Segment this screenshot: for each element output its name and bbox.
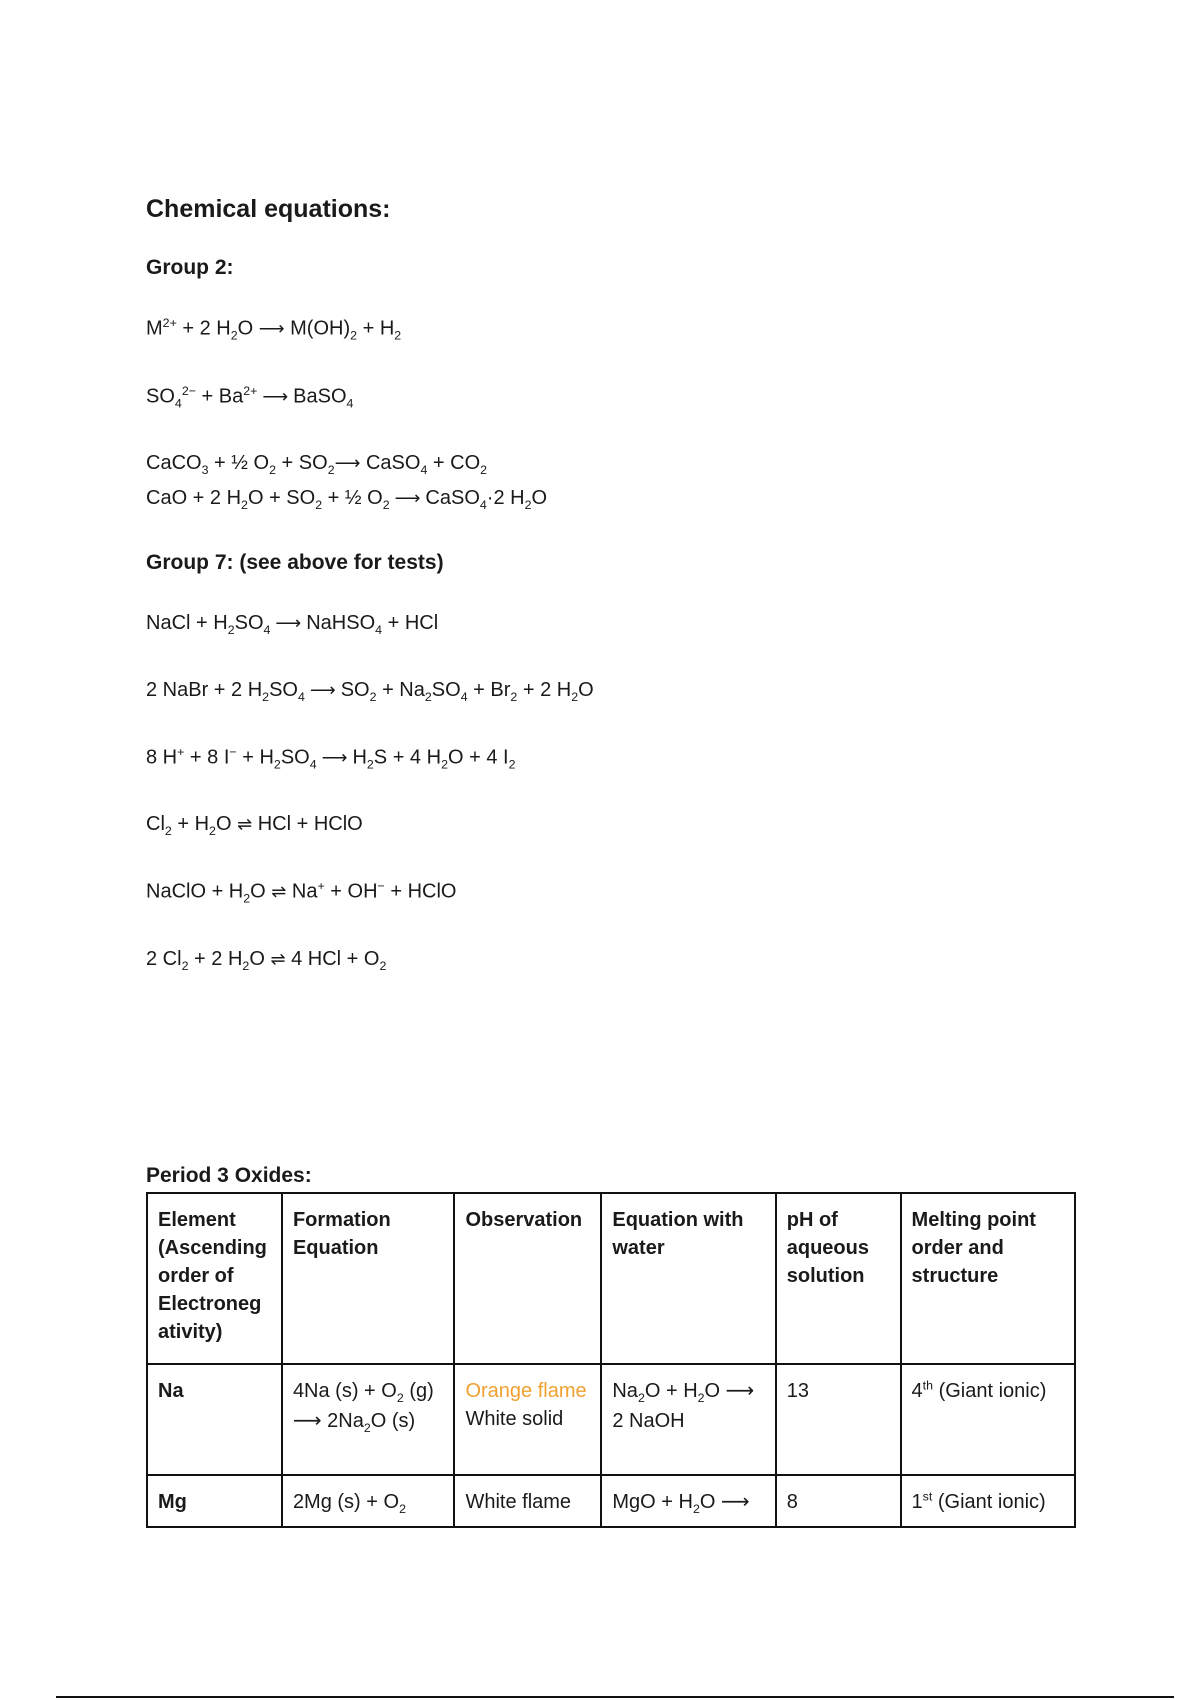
- group-7-equation-1: NaCl + $H_2SO_4$ ⟶ NaHSO$_4$ + HCl: [146, 611, 439, 637]
- period-3-oxides-table: [146, 1192, 1076, 1528]
- group-7-equation-5: NaClO + $H_2O$ ⇌ Na+ + OH− + HClO: [146, 878, 457, 906]
- element-cell: Na: [147, 1364, 282, 1475]
- header-observation: Observation: [454, 1193, 601, 1364]
- element-cell: Mg: [147, 1475, 282, 1527]
- table-header-row: [147, 1193, 1075, 1364]
- melting-point-cell: 4th (Giant ionic): [901, 1364, 1075, 1475]
- group-2-equation-1: $M^{2+} + 2$ $H_2O$ ⟶ $M(OH)_2 + H_2$: [146, 316, 402, 343]
- water-equation-cell: MgO + $H_2O$ ⟶: [601, 1475, 775, 1527]
- header-melting-point: Melting point order and structure: [901, 1193, 1075, 1364]
- ph-cell: 13: [776, 1364, 901, 1475]
- header-formation-equation: Formation Equation: [282, 1193, 455, 1364]
- group-7-equation-2: 2 NaBr + 2 $H_2SO_4$ ⟶ $SO_2 + Na_2SO_4 + Br_2 + 2$ $H_2O$: [146, 678, 594, 704]
- group-2-equation-3: CaCO$_3$ + ½ $O_2$ + $SO_2⟶$ CaSO$_4$ + $CO_2$: [146, 452, 488, 478]
- melting-point-cell: 1st (Giant ionic): [901, 1475, 1075, 1527]
- header-ph: pH of aqueous solution: [776, 1193, 901, 1364]
- observation-cell: Orange flame White solid: [454, 1364, 601, 1475]
- water-equation-cell: $Na_2O + H_2O$ ⟶ 2 NaOH: [601, 1364, 775, 1475]
- formation-cell: 2Mg $(s) + O_2$: [282, 1475, 455, 1527]
- ph-cell: 8: [776, 1475, 901, 1527]
- header-equation-with-water: Equation with water: [601, 1193, 775, 1364]
- group-7-equation-6: 2 $Cl_2 + 2$ $H_2O$ ⇌ 4 HCl + $O_2$: [146, 947, 387, 973]
- header-element: Element (Ascending order of Electroneg ativity): [147, 1193, 282, 1364]
- group-7-heading: Group 7: (see above for tests): [146, 550, 444, 574]
- observation-cell: White flame: [454, 1475, 601, 1527]
- orange-flame-text: Orange flame: [465, 1380, 587, 1402]
- page-bottom-rule: [56, 1696, 1174, 1698]
- page-title: Chemical equations:: [146, 195, 391, 223]
- group-2-equation-2: $SO_4^{2-} + Ba^{2+}$ ⟶ BaSO$_4$: [146, 383, 354, 411]
- group-2-heading: Group 2:: [146, 256, 234, 279]
- table-row: [147, 1475, 1075, 1527]
- table-row: [147, 1364, 1075, 1475]
- group-2-equation-4: CaO + 2 $H_2O + SO_2$ + ½ $O_2$ ⟶ CaSO$_4$·2 $H_2O$: [146, 486, 548, 512]
- formation-cell: 4Na $(s) + O_2$ (g) ⟶ $2Na_2O$ (s): [282, 1364, 455, 1475]
- period-3-heading: Period 3 Oxides:: [146, 1164, 312, 1187]
- document-body: [146, 195, 1086, 973]
- group-7-equation-3: 8 H+ + 8 $I^- + H_2SO_4$ ⟶ $H_2S + 4$ $H_2O + 4$ $I_2$: [146, 744, 516, 772]
- group-7-equation-4: $Cl_2 + H_2O$ ⇌ HCl + HClO: [146, 813, 363, 839]
